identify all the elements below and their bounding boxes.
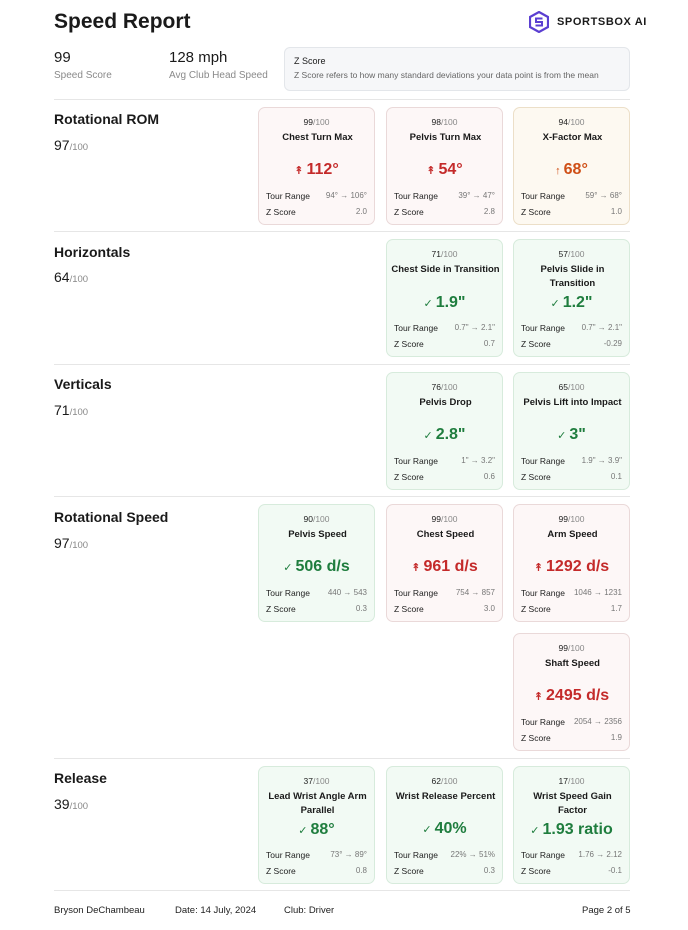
category-score: 64/100 — [54, 269, 89, 285]
metric-name: Chest Turn Max — [282, 132, 353, 143]
z-score-row: Z Score 3.0 — [394, 604, 495, 614]
metric-name: Wrist Speed Gain Factor — [533, 791, 612, 816]
metric-value: ✓ 1.2" — [550, 294, 593, 311]
double-up-arrow-icon: ↟ — [426, 165, 436, 177]
metric-name: Pelvis Drop — [419, 397, 472, 408]
z-score-row: Z Score 0.6 — [394, 472, 495, 482]
metric-value: ↟ 961 d/s — [411, 558, 478, 575]
club-speed-label: Avg Club Head Speed — [169, 70, 268, 81]
metric-value: ✓ 88° — [298, 821, 335, 838]
metric-card-pelvis-speed — [258, 504, 375, 622]
double-up-arrow-icon: ↟ — [294, 165, 304, 177]
metric-card-chest-speed — [386, 504, 503, 622]
metric-score: 99/100 — [431, 514, 458, 524]
page-title: Speed Report — [54, 10, 191, 33]
category-title: Rotational Speed — [54, 509, 169, 525]
metric-value: ✓ 1.93 ratio — [530, 821, 613, 838]
check-icon: ✓ — [423, 430, 433, 442]
category-score: 97/100 — [54, 535, 89, 551]
category-title: Horizontals — [54, 244, 131, 260]
footer-page-number: Page 2 of 5 — [582, 905, 631, 916]
metric-name: Wrist Release Percent — [395, 791, 496, 802]
check-icon: ✓ — [530, 825, 540, 837]
metric-name: Pelvis Speed — [288, 529, 347, 540]
metric-card-x-factor-max — [513, 107, 630, 225]
tour-range-row: Tour Range 0.7" → 2.1" — [394, 323, 495, 333]
up-arrow-icon: ↑ — [555, 165, 561, 177]
metric-value: ↟ 2495 d/s — [533, 687, 610, 704]
category-score: 39/100 — [54, 796, 89, 812]
metric-name: Arm Speed — [547, 529, 598, 540]
z-score-row: Z Score 2.0 — [266, 207, 367, 217]
metric-score: 99/100 — [558, 514, 585, 524]
metric-value: ↑ 68° — [555, 161, 588, 178]
metric-name: Pelvis Turn Max — [409, 132, 482, 143]
metric-name: Pelvis Slide in Transition — [540, 264, 605, 289]
tour-range-row: Tour Range 440 → 543 — [266, 588, 367, 598]
metric-score: 99/100 — [558, 643, 585, 653]
tour-range-row: Tour Range 1046 → 1231 — [521, 588, 622, 598]
metric-name: Chest Side in Transition — [391, 264, 500, 275]
metric-score: 57/100 — [558, 249, 585, 259]
check-icon: ✓ — [283, 562, 293, 574]
metric-value: ↟ 112° — [294, 161, 339, 178]
metric-card-lead-wrist-angle — [258, 766, 375, 884]
metric-score: 65/100 — [558, 382, 585, 392]
metric-score: 37/100 — [303, 776, 330, 786]
zscore-info-box — [284, 47, 630, 91]
z-score-row: Z Score -0.29 — [521, 339, 622, 349]
divider — [54, 890, 630, 891]
metric-score: 76/100 — [431, 382, 458, 392]
metric-score: 62/100 — [431, 776, 458, 786]
check-icon: ✓ — [550, 298, 560, 310]
brand-logo — [529, 11, 647, 33]
z-score-row: Z Score 0.3 — [394, 866, 495, 876]
metric-score: 17/100 — [558, 776, 585, 786]
metric-score: 90/100 — [303, 514, 330, 524]
tour-range-row: Tour Range 94° → 106° — [266, 191, 367, 201]
category-title: Rotational ROM — [54, 111, 159, 127]
tour-range-row: Tour Range 2054 → 2356 — [521, 717, 622, 727]
z-score-row: Z Score 0.3 — [266, 604, 367, 614]
metric-value: ✓ 506 d/s — [283, 558, 350, 575]
divider — [54, 364, 630, 365]
speed-score-summary — [54, 49, 112, 81]
club-speed-summary — [169, 49, 268, 81]
z-score-row: Z Score 1.9 — [521, 733, 622, 743]
check-icon: ✓ — [422, 824, 432, 836]
metric-value: ✓ 3" — [557, 426, 586, 443]
metric-name: Chest Speed — [416, 529, 475, 540]
metric-card-pelvis-slide-in-transition — [513, 239, 630, 357]
metric-name: Pelvis Lift into Impact — [523, 397, 622, 408]
tour-range-row: Tour Range 1.9" → 3.9" — [521, 456, 622, 466]
metric-value: ↟ 54° — [426, 161, 463, 178]
double-up-arrow-icon: ↟ — [533, 562, 544, 574]
z-score-row: Z Score 0.7 — [394, 339, 495, 349]
check-icon: ✓ — [557, 430, 567, 442]
divider — [54, 758, 630, 759]
z-score-row: Z Score 0.1 — [521, 472, 622, 482]
metric-card-pelvis-lift-into-impact — [513, 372, 630, 490]
z-score-row: Z Score 1.7 — [521, 604, 622, 614]
metric-value: ↟ 1292 d/s — [533, 558, 610, 575]
zscore-info-description: Z Score refers to how many standard deviations your data point is from the mean — [294, 70, 599, 80]
club-speed-value: 128 mph — [169, 49, 228, 66]
metric-card-pelvis-drop — [386, 372, 503, 490]
metric-name: Lead Wrist Angle Arm Parallel — [268, 791, 367, 816]
metric-card-shaft-speed — [513, 633, 630, 751]
sportsbox-logo-icon — [529, 11, 549, 33]
tour-range-row: Tour Range 22% → 51% — [394, 850, 495, 860]
footer-date: Date: 14 July, 2024 — [175, 905, 257, 916]
divider — [54, 99, 630, 100]
metric-value: ✓ 40% — [422, 820, 467, 837]
tour-range-row: Tour Range 59° → 68° — [521, 191, 622, 201]
z-score-row: Z Score -0.1 — [521, 866, 622, 876]
footer-club: Club: Driver — [284, 905, 335, 916]
z-score-row: Z Score 0.8 — [266, 866, 367, 876]
category-score: 71/100 — [54, 402, 89, 418]
category-score: 97/100 — [54, 137, 89, 153]
brand-name: SPORTSBOX AI — [557, 16, 647, 28]
metric-card-arm-speed — [513, 504, 630, 622]
metric-value: ✓ 1.9" — [423, 294, 466, 311]
metric-card-wrist-release-percent — [386, 766, 503, 884]
footer-player: Bryson DeChambeau — [54, 905, 145, 916]
metric-score: 94/100 — [558, 117, 585, 127]
category-title: Release — [54, 770, 107, 786]
category-title: Verticals — [54, 376, 112, 392]
tour-range-row: Tour Range 754 → 857 — [394, 588, 495, 598]
metric-card-wrist-speed-gain-factor — [513, 766, 630, 884]
speed-score-label: Speed Score — [54, 70, 112, 81]
metric-name: Shaft Speed — [545, 658, 600, 669]
double-up-arrow-icon: ↟ — [411, 562, 421, 574]
metric-score: 99/100 — [303, 117, 330, 127]
z-score-row: Z Score 2.8 — [394, 207, 495, 217]
metric-score: 98/100 — [431, 117, 458, 127]
metric-score: 71/100 — [431, 249, 458, 259]
metric-card-chest-turn-max — [258, 107, 375, 225]
tour-range-row: Tour Range 1" → 3.2" — [394, 456, 495, 466]
check-icon: ✓ — [298, 825, 308, 837]
metric-card-chest-side-in-transition — [386, 239, 503, 357]
tour-range-row: Tour Range 0.7" → 2.1" — [521, 323, 622, 333]
speed-score-value: 99 — [54, 49, 71, 66]
check-icon: ✓ — [423, 298, 433, 310]
tour-range-row: Tour Range 73° → 89° — [266, 850, 367, 860]
metric-value: ✓ 2.8" — [423, 426, 466, 443]
divider — [54, 496, 630, 497]
double-up-arrow-icon: ↟ — [533, 691, 544, 703]
zscore-info-title: Z Score — [294, 56, 326, 66]
metric-name: X-Factor Max — [542, 132, 603, 143]
metric-card-pelvis-turn-max — [386, 107, 503, 225]
z-score-row: Z Score 1.0 — [521, 207, 622, 217]
tour-range-row: Tour Range 39° → 47° — [394, 191, 495, 201]
tour-range-row: Tour Range 1.76 → 2.12 — [521, 850, 622, 860]
divider — [54, 231, 630, 232]
